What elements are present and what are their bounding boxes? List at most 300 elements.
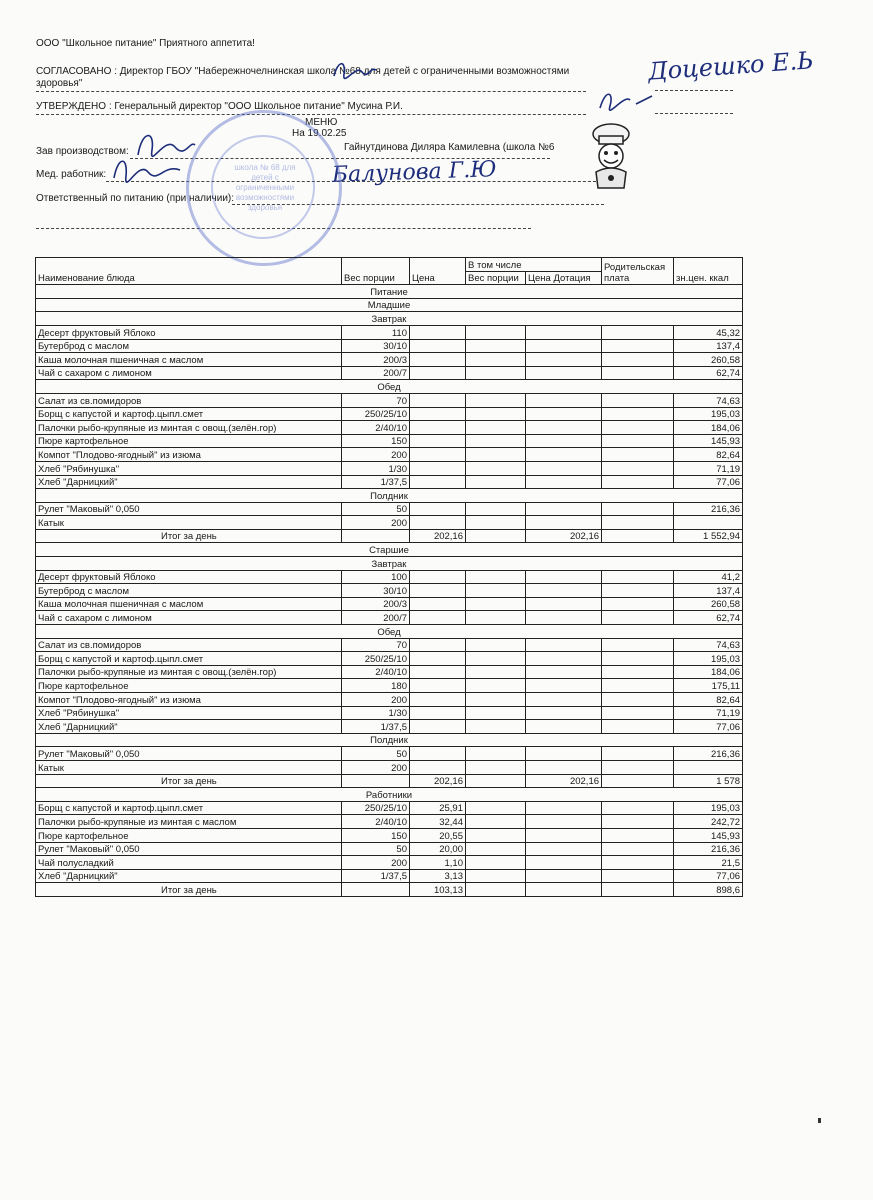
dish-price bbox=[410, 448, 466, 462]
dish-weight: 200 bbox=[342, 693, 410, 707]
dish-price bbox=[410, 434, 466, 448]
inc-subsidy bbox=[526, 801, 602, 815]
agreed-scribble bbox=[330, 56, 380, 86]
inc-subsidy bbox=[526, 353, 602, 367]
dish-price bbox=[410, 611, 466, 625]
parent-pay bbox=[602, 747, 674, 761]
inc-weight bbox=[466, 638, 526, 652]
dish-name: Рулет "Маковый" 0,050 bbox=[36, 747, 342, 761]
dish-price bbox=[410, 760, 466, 774]
table-row bbox=[36, 502, 743, 516]
medic-signature: Балунова Г.Ю bbox=[331, 157, 497, 188]
director-signature-underline bbox=[655, 90, 733, 91]
table-row bbox=[36, 461, 743, 475]
table-row bbox=[36, 407, 743, 421]
dish-name: Итог за день bbox=[36, 883, 342, 897]
section-label: Полдник bbox=[36, 733, 743, 747]
table-row bbox=[36, 693, 743, 707]
parent-pay bbox=[602, 801, 674, 815]
inc-weight bbox=[466, 502, 526, 516]
inc-subsidy bbox=[526, 461, 602, 475]
table-row bbox=[36, 448, 743, 462]
medic-scribble bbox=[108, 152, 188, 187]
parent-pay bbox=[602, 869, 674, 883]
organization-line: ООО "Школьное питание" Приятного аппетита! bbox=[36, 38, 255, 49]
table-row bbox=[36, 801, 743, 815]
inc-weight bbox=[466, 393, 526, 407]
inc-weight bbox=[466, 760, 526, 774]
dish-weight: 1/37,5 bbox=[342, 475, 410, 489]
inc-weight bbox=[466, 475, 526, 489]
dish-name: Салат из св.помидоров bbox=[36, 393, 342, 407]
table-header-row bbox=[36, 258, 743, 272]
table-row bbox=[36, 434, 743, 448]
inc-subsidy bbox=[526, 325, 602, 339]
section-label: Работники bbox=[36, 788, 743, 802]
inc-subsidy bbox=[526, 366, 602, 380]
section-label: Обед bbox=[36, 625, 743, 639]
dish-name: Пюре картофельное bbox=[36, 434, 342, 448]
inc-weight bbox=[466, 720, 526, 734]
parent-pay bbox=[602, 502, 674, 516]
dish-energy: 260,58 bbox=[674, 597, 743, 611]
dish-energy: 71,19 bbox=[674, 461, 743, 475]
parent-pay bbox=[602, 421, 674, 435]
dish-price bbox=[410, 679, 466, 693]
parent-pay bbox=[602, 611, 674, 625]
dish-name: Катык bbox=[36, 516, 342, 530]
inc-weight bbox=[466, 339, 526, 353]
dish-name: Итог за день bbox=[36, 529, 342, 543]
dish-weight: 2/40/10 bbox=[342, 421, 410, 435]
inc-weight bbox=[466, 815, 526, 829]
dish-energy: 216,36 bbox=[674, 502, 743, 516]
inc-subsidy bbox=[526, 869, 602, 883]
header-price: Цена bbox=[410, 258, 466, 285]
table-row bbox=[36, 828, 743, 842]
parent-pay bbox=[602, 529, 674, 543]
dish-price bbox=[410, 339, 466, 353]
dish-price bbox=[410, 597, 466, 611]
inc-subsidy bbox=[526, 638, 602, 652]
agreed-line-cont: здоровья" bbox=[36, 78, 83, 89]
inc-weight bbox=[466, 461, 526, 475]
dish-weight bbox=[342, 883, 410, 897]
dish-weight: 1/30 bbox=[342, 706, 410, 720]
approved-scribble bbox=[596, 86, 656, 116]
header-inc-weight: Вес порции bbox=[466, 271, 526, 285]
dish-weight bbox=[342, 529, 410, 543]
dish-weight: 70 bbox=[342, 393, 410, 407]
table-row bbox=[36, 869, 743, 883]
inc-subsidy bbox=[526, 597, 602, 611]
dish-energy: 195,03 bbox=[674, 801, 743, 815]
parent-pay bbox=[602, 353, 674, 367]
table-row bbox=[36, 421, 743, 435]
inc-weight bbox=[466, 856, 526, 870]
inc-subsidy: 202,16 bbox=[526, 529, 602, 543]
section-row bbox=[36, 298, 743, 312]
dish-weight: 200 bbox=[342, 856, 410, 870]
inc-subsidy bbox=[526, 339, 602, 353]
inc-weight bbox=[466, 325, 526, 339]
dish-energy: 82,64 bbox=[674, 448, 743, 462]
dish-name: Хлеб "Рябинушка" bbox=[36, 706, 342, 720]
approved-signature-underline bbox=[655, 113, 733, 114]
inc-weight bbox=[466, 407, 526, 421]
header-weight: Вес порции bbox=[342, 258, 410, 285]
parent-pay bbox=[602, 597, 674, 611]
dish-name: Борщ с капустой и картоф.цыпл.смет bbox=[36, 407, 342, 421]
dish-weight: 70 bbox=[342, 638, 410, 652]
dish-price bbox=[410, 706, 466, 720]
inc-subsidy bbox=[526, 516, 602, 530]
inc-weight bbox=[466, 611, 526, 625]
table-row bbox=[36, 611, 743, 625]
dish-weight: 200/3 bbox=[342, 597, 410, 611]
dish-name: Чай с сахаром с лимоном bbox=[36, 366, 342, 380]
inc-weight bbox=[466, 529, 526, 543]
table-row bbox=[36, 516, 743, 530]
parent-pay bbox=[602, 828, 674, 842]
inc-weight bbox=[466, 747, 526, 761]
dish-price: 103,13 bbox=[410, 883, 466, 897]
dish-energy: 77,06 bbox=[674, 720, 743, 734]
dish-weight: 1/37,5 bbox=[342, 720, 410, 734]
table-row bbox=[36, 353, 743, 367]
inc-subsidy bbox=[526, 720, 602, 734]
table-row bbox=[36, 760, 743, 774]
inc-subsidy bbox=[526, 448, 602, 462]
dish-name: Борщ с капустой и картоф.цыпл.смет bbox=[36, 801, 342, 815]
inc-weight bbox=[466, 842, 526, 856]
dish-price: 25,91 bbox=[410, 801, 466, 815]
inc-weight bbox=[466, 570, 526, 584]
parent-pay bbox=[602, 516, 674, 530]
dish-energy: 898,6 bbox=[674, 883, 743, 897]
dish-energy: 145,93 bbox=[674, 828, 743, 842]
dish-name: Рулет "Маковый" 0,050 bbox=[36, 502, 342, 516]
parent-pay bbox=[602, 570, 674, 584]
dish-weight: 50 bbox=[342, 842, 410, 856]
dish-energy: 216,36 bbox=[674, 747, 743, 761]
table-row bbox=[36, 842, 743, 856]
inc-weight bbox=[466, 353, 526, 367]
dish-weight: 200/7 bbox=[342, 366, 410, 380]
dish-name: Чай с сахаром с лимоном bbox=[36, 611, 342, 625]
dish-name: Палочки рыбо-крупяные из минтая с овощ.(зелён.гор) bbox=[36, 665, 342, 679]
inc-weight bbox=[466, 516, 526, 530]
approved-line: УТВЕРЖДЕНО : Генеральный директор "ООО Школьное питание" Мусина Р.И. bbox=[36, 101, 403, 112]
section-row bbox=[36, 543, 743, 557]
dish-weight: 250/25/10 bbox=[342, 801, 410, 815]
inc-weight bbox=[466, 801, 526, 815]
dish-price bbox=[410, 652, 466, 666]
dish-price: 20,55 bbox=[410, 828, 466, 842]
table-row bbox=[36, 856, 743, 870]
inc-subsidy bbox=[526, 747, 602, 761]
parent-pay bbox=[602, 475, 674, 489]
parent-pay bbox=[602, 720, 674, 734]
menu-table bbox=[35, 257, 743, 897]
inc-subsidy bbox=[526, 584, 602, 598]
dish-energy: 260,58 bbox=[674, 353, 743, 367]
dish-energy: 195,03 bbox=[674, 407, 743, 421]
table-row bbox=[36, 679, 743, 693]
dish-energy: 137,4 bbox=[674, 339, 743, 353]
dish-weight: 150 bbox=[342, 434, 410, 448]
section-label: Старшие bbox=[36, 543, 743, 557]
section-row bbox=[36, 312, 743, 326]
parent-pay bbox=[602, 693, 674, 707]
table-row bbox=[36, 584, 743, 598]
parent-pay bbox=[602, 815, 674, 829]
dish-energy: 41,2 bbox=[674, 570, 743, 584]
dish-weight: 1/37,5 bbox=[342, 869, 410, 883]
inc-subsidy bbox=[526, 706, 602, 720]
inc-subsidy bbox=[526, 570, 602, 584]
dish-price bbox=[410, 353, 466, 367]
dish-name: Компот "Плодово-ягодный" из изюма bbox=[36, 448, 342, 462]
inc-subsidy bbox=[526, 856, 602, 870]
inc-weight bbox=[466, 828, 526, 842]
inc-subsidy bbox=[526, 502, 602, 516]
inc-subsidy bbox=[526, 652, 602, 666]
dish-energy: 175,11 bbox=[674, 679, 743, 693]
dish-energy: 77,06 bbox=[674, 475, 743, 489]
section-row bbox=[36, 380, 743, 394]
dish-weight: 200 bbox=[342, 760, 410, 774]
menu-title: МЕНЮ bbox=[305, 117, 338, 128]
dish-weight: 30/10 bbox=[342, 584, 410, 598]
parent-pay bbox=[602, 856, 674, 870]
medic-label: Мед. работник: bbox=[36, 169, 107, 180]
parent-pay bbox=[602, 325, 674, 339]
total-row bbox=[36, 529, 743, 543]
dish-weight: 250/25/10 bbox=[342, 652, 410, 666]
table-row bbox=[36, 366, 743, 380]
dish-price: 20,00 bbox=[410, 842, 466, 856]
table-row bbox=[36, 570, 743, 584]
dish-price bbox=[410, 747, 466, 761]
dish-energy: 62,74 bbox=[674, 366, 743, 380]
dish-name: Хлеб "Дарницкий" bbox=[36, 720, 342, 734]
dish-weight: 30/10 bbox=[342, 339, 410, 353]
dish-name: Бутерброд с маслом bbox=[36, 584, 342, 598]
dish-name: Рулет "Маковый" 0,050 bbox=[36, 842, 342, 856]
dish-price bbox=[410, 366, 466, 380]
dish-price: 32,44 bbox=[410, 815, 466, 829]
dish-energy: 195,03 bbox=[674, 652, 743, 666]
dish-name: Каша молочная пшеничная с маслом bbox=[36, 353, 342, 367]
dish-price bbox=[410, 475, 466, 489]
dish-weight: 200 bbox=[342, 448, 410, 462]
dish-name: Чай полусладкий bbox=[36, 856, 342, 870]
dish-weight: 250/25/10 bbox=[342, 407, 410, 421]
dish-price bbox=[410, 570, 466, 584]
dish-price bbox=[410, 584, 466, 598]
dish-price bbox=[410, 693, 466, 707]
section-label: Полдник bbox=[36, 489, 743, 503]
dish-energy: 184,06 bbox=[674, 665, 743, 679]
menu-date: На 19.02.25 bbox=[292, 128, 347, 139]
dish-price: 202,16 bbox=[410, 774, 466, 788]
parent-pay bbox=[602, 448, 674, 462]
dish-weight: 110 bbox=[342, 325, 410, 339]
parent-pay bbox=[602, 461, 674, 475]
inc-subsidy bbox=[526, 693, 602, 707]
dish-name: Итог за день bbox=[36, 774, 342, 788]
section-row bbox=[36, 733, 743, 747]
section-row bbox=[36, 489, 743, 503]
dish-name: Пюре картофельное bbox=[36, 828, 342, 842]
table-row bbox=[36, 597, 743, 611]
dish-name: Катык bbox=[36, 760, 342, 774]
dish-name: Хлеб "Дарницкий" bbox=[36, 475, 342, 489]
dish-name: Хлеб "Рябинушка" bbox=[36, 461, 342, 475]
table-row bbox=[36, 652, 743, 666]
parent-pay bbox=[602, 393, 674, 407]
section-row bbox=[36, 788, 743, 802]
header-energy: зн.цен. ккал bbox=[674, 258, 743, 285]
header-parent-pay: Родительская плата bbox=[602, 258, 674, 285]
total-row bbox=[36, 774, 743, 788]
dish-weight: 200 bbox=[342, 516, 410, 530]
dish-price bbox=[410, 461, 466, 475]
dish-price: 202,16 bbox=[410, 529, 466, 543]
dish-energy: 137,4 bbox=[674, 584, 743, 598]
table-row bbox=[36, 665, 743, 679]
dish-price bbox=[410, 665, 466, 679]
dish-energy: 62,74 bbox=[674, 611, 743, 625]
dish-name: Десерт фруктовый Яблоко bbox=[36, 325, 342, 339]
table-row bbox=[36, 638, 743, 652]
production-label: Зав производством: bbox=[36, 146, 129, 157]
responsible-label: Ответственный по питанию (при наличии): bbox=[36, 193, 235, 204]
approved-underline bbox=[36, 114, 586, 115]
inc-subsidy bbox=[526, 665, 602, 679]
parent-pay bbox=[602, 584, 674, 598]
dish-energy: 1 578 bbox=[674, 774, 743, 788]
dish-weight: 200/7 bbox=[342, 611, 410, 625]
dish-energy: 1 552,94 bbox=[674, 529, 743, 543]
inc-subsidy bbox=[526, 679, 602, 693]
section-label: Завтрак bbox=[36, 557, 743, 571]
inc-subsidy bbox=[526, 475, 602, 489]
dish-weight: 100 bbox=[342, 570, 410, 584]
section-row bbox=[36, 625, 743, 639]
inc-subsidy: 202,16 bbox=[526, 774, 602, 788]
inc-weight bbox=[466, 883, 526, 897]
parent-pay bbox=[602, 774, 674, 788]
parent-pay bbox=[602, 760, 674, 774]
parent-pay bbox=[602, 638, 674, 652]
inc-subsidy bbox=[526, 842, 602, 856]
dish-name: Салат из св.помидоров bbox=[36, 638, 342, 652]
section-label: Питание bbox=[36, 285, 743, 299]
parent-pay bbox=[602, 652, 674, 666]
dish-energy: 184,06 bbox=[674, 421, 743, 435]
dish-energy: 45,32 bbox=[674, 325, 743, 339]
dish-weight bbox=[342, 774, 410, 788]
inc-subsidy bbox=[526, 815, 602, 829]
inc-weight bbox=[466, 774, 526, 788]
production-name: Гайнутдинова Диляра Камилевна (школа №6 bbox=[344, 142, 555, 153]
parent-pay bbox=[602, 665, 674, 679]
official-stamp-text: школа № 68 для детей с ограниченными возможностями здоровья bbox=[234, 163, 296, 212]
dish-name: Компот "Плодово-ягодный" из изюма bbox=[36, 693, 342, 707]
dish-price bbox=[410, 407, 466, 421]
dish-energy: 145,93 bbox=[674, 434, 743, 448]
header-dish-name: Наименование блюда bbox=[36, 258, 342, 285]
parent-pay bbox=[602, 339, 674, 353]
inc-weight bbox=[466, 366, 526, 380]
inc-subsidy bbox=[526, 611, 602, 625]
inc-weight bbox=[466, 693, 526, 707]
parent-pay bbox=[602, 706, 674, 720]
parent-pay bbox=[602, 679, 674, 693]
dish-price bbox=[410, 502, 466, 516]
dish-price bbox=[410, 393, 466, 407]
dish-energy: 82,64 bbox=[674, 693, 743, 707]
dish-price bbox=[410, 638, 466, 652]
dish-weight: 50 bbox=[342, 502, 410, 516]
director-signature: Доцешко Е.Ь bbox=[647, 46, 815, 86]
dish-weight: 180 bbox=[342, 679, 410, 693]
parent-pay bbox=[602, 366, 674, 380]
header-inc-subsidy: Цена Дотация bbox=[526, 271, 602, 285]
parent-pay bbox=[602, 883, 674, 897]
inc-weight bbox=[466, 679, 526, 693]
dish-weight: 2/40/10 bbox=[342, 815, 410, 829]
chef-logo-icon bbox=[582, 120, 640, 190]
table-row bbox=[36, 747, 743, 761]
parent-pay bbox=[602, 434, 674, 448]
dish-price bbox=[410, 720, 466, 734]
table-row bbox=[36, 393, 743, 407]
inc-weight bbox=[466, 448, 526, 462]
inc-subsidy bbox=[526, 760, 602, 774]
section-label: Завтрак bbox=[36, 312, 743, 326]
dish-weight: 2/40/10 bbox=[342, 665, 410, 679]
table-row bbox=[36, 475, 743, 489]
inc-subsidy bbox=[526, 828, 602, 842]
inc-weight bbox=[466, 421, 526, 435]
dish-energy: 74,63 bbox=[674, 393, 743, 407]
dish-weight: 1/30 bbox=[342, 461, 410, 475]
dish-price bbox=[410, 421, 466, 435]
dish-name: Каша молочная пшеничная с маслом bbox=[36, 597, 342, 611]
table-row bbox=[36, 339, 743, 353]
dish-weight: 50 bbox=[342, 747, 410, 761]
section-label: Обед bbox=[36, 380, 743, 394]
table-row bbox=[36, 325, 743, 339]
dish-energy bbox=[674, 516, 743, 530]
section-label: Младшие bbox=[36, 298, 743, 312]
agreed-underline bbox=[36, 91, 586, 92]
dish-name: Бутерброд с маслом bbox=[36, 339, 342, 353]
official-stamp bbox=[186, 110, 342, 266]
scan-mark bbox=[818, 1118, 821, 1123]
inc-weight bbox=[466, 869, 526, 883]
dish-name: Палочки рыбо-крупяные из минтая с овощ.(зелён.гор) bbox=[36, 421, 342, 435]
inc-weight bbox=[466, 597, 526, 611]
inc-subsidy bbox=[526, 407, 602, 421]
inc-subsidy bbox=[526, 393, 602, 407]
agreed-line: СОГЛАСОВАНО : Директор ГБОУ "Набережночелнинская школа №68 для детей с ограниченными возможностями bbox=[36, 66, 570, 77]
dish-name: Борщ с капустой и картоф.цыпл.смет bbox=[36, 652, 342, 666]
dish-energy: 74,63 bbox=[674, 638, 743, 652]
